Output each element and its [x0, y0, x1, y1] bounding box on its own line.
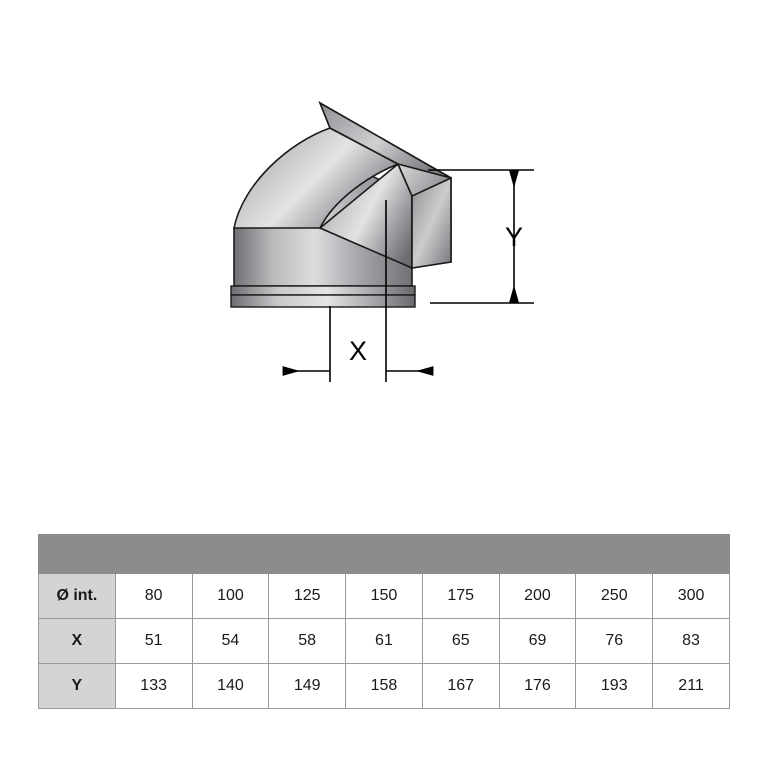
- cell-diameter-5: 175: [422, 574, 499, 619]
- cell-x-1: 51: [115, 619, 192, 664]
- dimension-y-label: Y: [504, 222, 524, 252]
- cell-diameter-1: 80: [115, 574, 192, 619]
- cell-x-8: 83: [653, 619, 730, 664]
- table-header-band: [39, 535, 730, 574]
- cell-diameter-2: 100: [192, 574, 269, 619]
- table-row: [39, 574, 730, 619]
- cell-y-2: 140: [192, 664, 269, 709]
- cell-diameter-7: 250: [576, 574, 653, 619]
- cell-diameter-6: 200: [499, 574, 576, 619]
- row-header-y: Y: [39, 664, 116, 709]
- dimensions-table: [38, 534, 730, 709]
- cell-diameter-4: 150: [346, 574, 423, 619]
- cell-x-2: 54: [192, 619, 269, 664]
- cell-y-4: 158: [346, 664, 423, 709]
- cell-y-5: 167: [422, 664, 499, 709]
- cell-y-1: 133: [115, 664, 192, 709]
- cell-x-4: 61: [346, 619, 423, 664]
- row-header-diameter: Ø int.: [39, 574, 116, 619]
- table-row: [39, 664, 730, 709]
- cell-x-6: 69: [499, 619, 576, 664]
- table-row: [39, 619, 730, 664]
- cell-y-7: 193: [576, 664, 653, 709]
- cell-diameter-3: 125: [269, 574, 346, 619]
- cell-diameter-8: 300: [653, 574, 730, 619]
- row-header-x: X: [39, 619, 116, 664]
- cell-x-5: 65: [422, 619, 499, 664]
- elbow-bottom-collar: [231, 286, 415, 307]
- cell-y-6: 176: [499, 664, 576, 709]
- cell-x-7: 76: [576, 619, 653, 664]
- cell-y-3: 149: [269, 664, 346, 709]
- cell-x-3: 58: [269, 619, 346, 664]
- dimension-x-label: X: [348, 336, 368, 366]
- cell-y-8: 211: [653, 664, 730, 709]
- table-header-band-cell: [39, 535, 730, 574]
